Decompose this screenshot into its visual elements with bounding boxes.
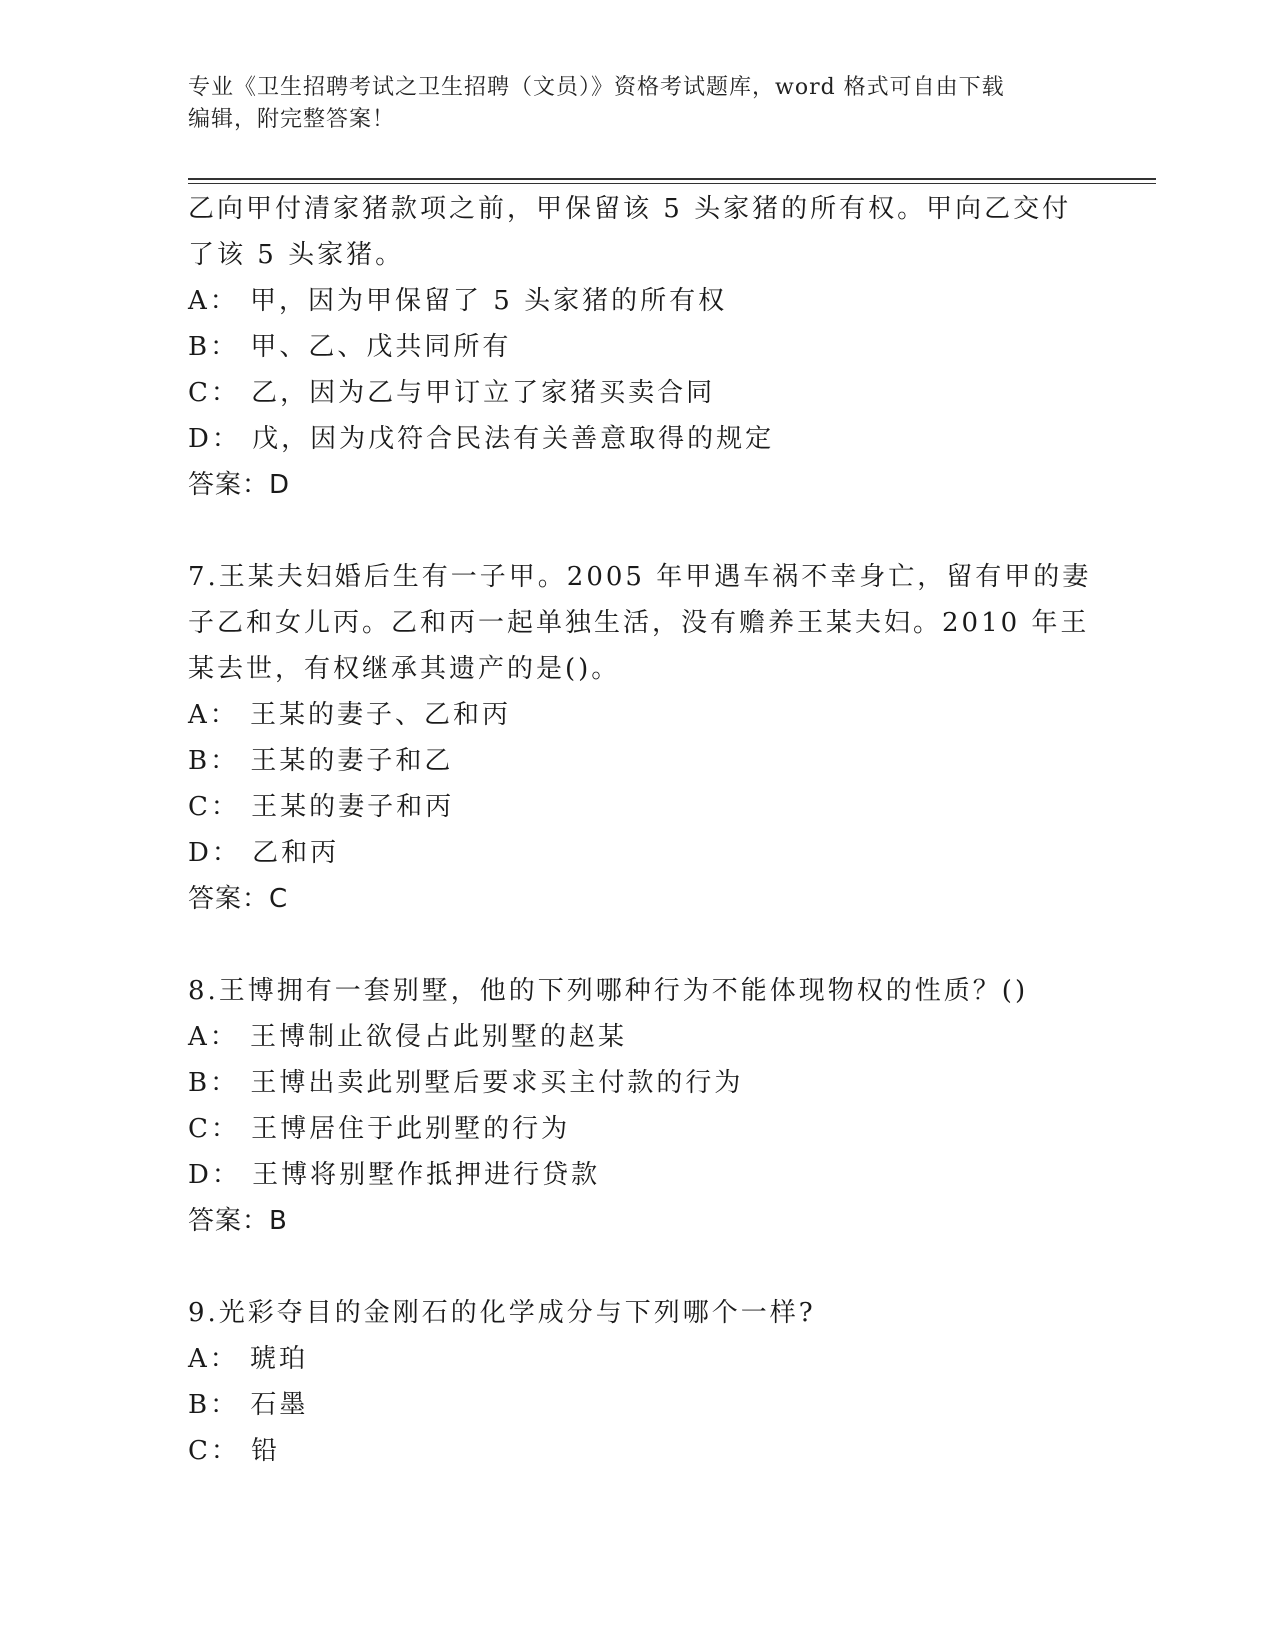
question-stem-line: 8.王博拥有一套别墅，他的下列哪种行为不能体现物权的性质？() (188, 976, 1029, 1006)
question-stem-line: 乙向甲付清家猪款项之前，甲保留该 5 头家猪的所有权。甲向乙交付 (188, 194, 1072, 224)
option-c: C： 铅 (188, 1436, 281, 1466)
option-a: A： 王博制止欲侵占此别墅的赵某 (188, 1022, 628, 1052)
option-a: A： 琥珀 (188, 1344, 309, 1374)
spacer (188, 1244, 1088, 1290)
header-line-2: 编辑，附完整答案！ (188, 107, 396, 132)
answer-line: 答案：C (188, 884, 289, 914)
header-rule-thin (188, 183, 1156, 184)
option-b: B： 王某的妻子和乙 (188, 746, 454, 776)
header-rule-thick (188, 178, 1156, 180)
question-stem-line: 子乙和女儿丙。乙和丙一起单独生活，没有赡养王某夫妇。2010 年王 (188, 608, 1090, 638)
question-6 (188, 186, 1088, 508)
question-8 (188, 968, 1088, 1244)
option-c: C： 王某的妻子和丙 (188, 792, 455, 822)
answer-line: 答案：B (188, 1206, 288, 1236)
option-b: B： 甲、乙、戊共同所有 (188, 332, 512, 362)
spacer (188, 922, 1088, 968)
option-b: B： 石墨 (188, 1390, 309, 1420)
question-stem-line: 7.王某夫妇婚后生有一子甲。2005 年甲遇车祸不幸身亡，留有甲的妻 (188, 562, 1092, 592)
option-d: D： 戊，因为戊符合民法有关善意取得的规定 (188, 424, 775, 454)
option-a: A： 王某的妻子、乙和丙 (188, 700, 512, 730)
question-content (188, 186, 1092, 1474)
option-a: A： 甲，因为甲保留了 5 头家猪的所有权 (188, 286, 728, 316)
answer-line: 答案：D (188, 470, 291, 500)
option-d: D： 乙和丙 (188, 838, 340, 868)
document-header (188, 72, 1088, 136)
option-b: B： 王博出卖此别墅后要求买主付款的行为 (188, 1068, 744, 1098)
question-stem-line: 了该 5 头家猪。 (188, 240, 405, 270)
option-d: D： 王博将别墅作抵押进行贷款 (188, 1160, 601, 1190)
option-c: C： 王博居住于此别墅的行为 (188, 1114, 571, 1144)
spacer (188, 508, 1088, 554)
option-c: C： 乙，因为乙与甲订立了家猪买卖合同 (188, 378, 716, 408)
question-stem-line: 某去世，有权继承其遗产的是()。 (188, 654, 621, 684)
question-9 (188, 1290, 1088, 1474)
question-stem-line: 9.光彩夺目的金刚石的化学成分与下列哪个一样? (188, 1298, 816, 1328)
question-7 (188, 554, 1092, 922)
header-line-1: 专业《卫生招聘考试之卫生招聘（文员）》资格考试题库，word 格式可自由下载 (188, 75, 1005, 100)
